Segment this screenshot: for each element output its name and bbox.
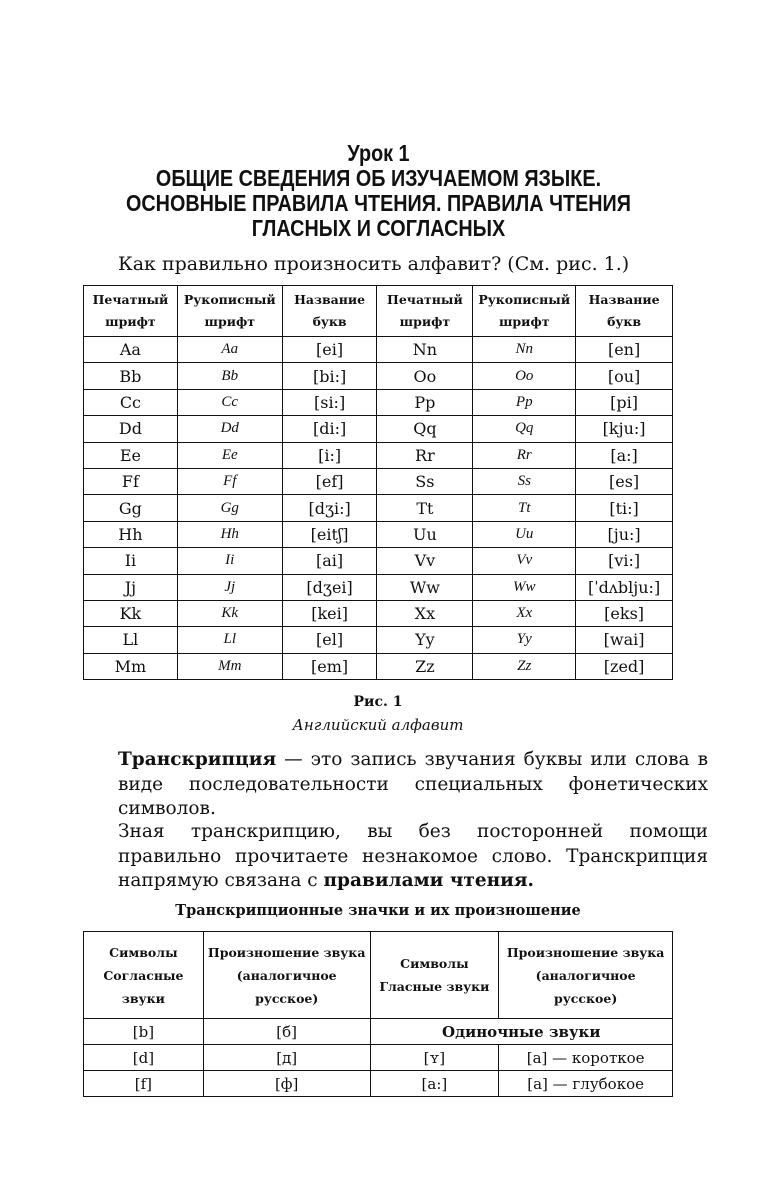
- letter-name: [eks]: [576, 600, 673, 626]
- printed-letter: Jj: [84, 574, 178, 600]
- table-row: [84, 574, 673, 600]
- printed-letter: Qq: [377, 416, 473, 442]
- paragraph-text: Зная транскрипцию, вы без посторонней помощи правильно прочитаете незнакомое слово. Транскрипция напрямую связана с: [118, 821, 708, 891]
- handwritten-letter: Xx: [473, 600, 576, 626]
- paragraph-text: — это запись звучания буквы или слова в виде последовательности специальных фонетических символов.: [118, 749, 708, 819]
- vowel-pronunciation: [а] — короткое: [499, 1045, 673, 1071]
- handwritten-letter: Bb: [177, 363, 282, 389]
- letter-name: [dʒei]: [282, 574, 377, 600]
- table-row: [84, 363, 673, 389]
- header-consonant-symbols: Символы Согласные звуки: [84, 932, 204, 1019]
- handwritten-letter: Dd: [177, 416, 282, 442]
- printed-letter: Ww: [377, 574, 473, 600]
- printed-letter: Zz: [377, 653, 473, 679]
- handwritten-letter: Mm: [177, 653, 282, 679]
- letter-name: [dʒi:]: [282, 495, 377, 521]
- table-row: [84, 389, 673, 415]
- letter-name: [em]: [282, 653, 377, 679]
- table-row: [84, 600, 673, 626]
- letter-name: [en]: [576, 337, 673, 363]
- handwritten-letter: Oo: [473, 363, 576, 389]
- printed-letter: Ss: [377, 468, 473, 494]
- printed-letter: Dd: [84, 416, 178, 442]
- header-letter-name: Название букв: [282, 286, 377, 337]
- letter-name: [di:]: [282, 416, 377, 442]
- lesson-title-line-1: ОБЩИЕ СВЕДЕНИЯ ОБ ИЗУЧАЕМОМ ЯЗЫКЕ.: [155, 165, 602, 191]
- vowel-pronunciation: [а] — глубокое: [499, 1071, 673, 1097]
- handwritten-letter: Pp: [473, 389, 576, 415]
- letter-name: [eitʃ]: [282, 521, 377, 547]
- handwritten-letter: Ll: [177, 627, 282, 653]
- handwritten-letter: Ss: [473, 468, 576, 494]
- handwritten-letter: Rr: [473, 442, 576, 468]
- paragraph-reading-rules: [83, 820, 708, 894]
- handwritten-letter: Cc: [177, 389, 282, 415]
- table-row: [84, 1045, 673, 1071]
- handwritten-letter: Zz: [473, 653, 576, 679]
- printed-letter: Mm: [84, 653, 178, 679]
- vowel-group-label: Одиночные звуки: [370, 1019, 672, 1045]
- consonant-pronunciation: [б]: [203, 1019, 370, 1045]
- handwritten-letter: Nn: [473, 337, 576, 363]
- consonant-symbol: [d]: [84, 1045, 204, 1071]
- letter-name: [pi]: [576, 389, 673, 415]
- printed-letter: Kk: [84, 600, 178, 626]
- handwritten-letter: Qq: [473, 416, 576, 442]
- handwritten-letter: Kk: [177, 600, 282, 626]
- header-letter-name: Название букв: [576, 286, 673, 337]
- table-row: [84, 442, 673, 468]
- alphabet-header-row: [84, 286, 673, 337]
- consonant-symbol: [b]: [84, 1019, 204, 1045]
- table-row: [84, 1019, 673, 1045]
- printed-letter: Ll: [84, 627, 178, 653]
- handwritten-letter: Hh: [177, 521, 282, 547]
- printed-letter: Bb: [84, 363, 178, 389]
- term-reading-rules: правилами чтения.: [323, 870, 534, 891]
- handwritten-letter: Jj: [177, 574, 282, 600]
- letter-name: [ju:]: [576, 521, 673, 547]
- paragraph-transcription-definition: [83, 748, 708, 822]
- letter-name: [kei]: [282, 600, 377, 626]
- handwritten-letter: Vv: [473, 548, 576, 574]
- printed-letter: Rr: [377, 442, 473, 468]
- alphabet-table: [83, 285, 673, 680]
- table-row: [84, 337, 673, 363]
- letter-name: [ti:]: [576, 495, 673, 521]
- printed-letter: Gg: [84, 495, 178, 521]
- term-transcription: Транскрипция: [118, 749, 277, 770]
- letter-name: [ˈdʌblju:]: [576, 574, 673, 600]
- header-printed: Печатный шрифт: [377, 286, 473, 337]
- letter-name: [ef]: [282, 468, 377, 494]
- handwritten-letter: Uu: [473, 521, 576, 547]
- letter-name: [ai]: [282, 548, 377, 574]
- consonant-pronunciation: [д]: [203, 1045, 370, 1071]
- letter-name: [zed]: [576, 653, 673, 679]
- letter-name: [el]: [282, 627, 377, 653]
- letter-name: [ei]: [282, 337, 377, 363]
- handwritten-letter: Yy: [473, 627, 576, 653]
- printed-letter: Aa: [84, 337, 178, 363]
- table-row: [84, 495, 673, 521]
- vowel-symbol: [a:]: [370, 1071, 499, 1097]
- printed-letter: Cc: [84, 389, 178, 415]
- lesson-number: Урок 1: [347, 140, 410, 166]
- transcription-table-title: Транскрипционные значки и их произношение: [175, 902, 581, 919]
- letter-name: [si:]: [282, 389, 377, 415]
- handwritten-letter: Ii: [177, 548, 282, 574]
- consonant-symbol: [f]: [84, 1071, 204, 1097]
- header-consonant-pronunciation: Произношение звука (аналогичное русское): [203, 932, 370, 1019]
- table-row: [84, 468, 673, 494]
- letter-name: [kju:]: [576, 416, 673, 442]
- transcription-header-row: [84, 932, 673, 1019]
- handwritten-letter: Gg: [177, 495, 282, 521]
- consonant-pronunciation: [ф]: [203, 1071, 370, 1097]
- handwritten-letter: Tt: [473, 495, 576, 521]
- lesson-title-block: [60, 140, 697, 241]
- handwritten-letter: Ff: [177, 468, 282, 494]
- printed-letter: Uu: [377, 521, 473, 547]
- lesson-title-line-3: ГЛАСНЫХ И СОГЛАСНЫХ: [251, 215, 506, 241]
- handwritten-letter: Ww: [473, 574, 576, 600]
- letter-name: [i:]: [282, 442, 377, 468]
- letter-name: [vi:]: [576, 548, 673, 574]
- handwritten-letter: Ee: [177, 442, 282, 468]
- table-row: [84, 653, 673, 679]
- printed-letter: Pp: [377, 389, 473, 415]
- table-row: [84, 416, 673, 442]
- letter-name: [es]: [576, 468, 673, 494]
- lesson-title-line-2: ОСНОВНЫЕ ПРАВИЛА ЧТЕНИЯ. ПРАВИЛА ЧТЕНИЯ: [126, 190, 631, 216]
- handwritten-letter: Aa: [177, 337, 282, 363]
- figure-label: Рис. 1: [353, 694, 403, 710]
- table-row: [84, 521, 673, 547]
- table-row: [84, 1071, 673, 1097]
- vowel-symbol: [ʏ]: [370, 1045, 499, 1071]
- alphabet-question: Как правильно произносить алфавит? (См. рис. 1.): [118, 253, 630, 275]
- printed-letter: Hh: [84, 521, 178, 547]
- printed-letter: Yy: [377, 627, 473, 653]
- printed-letter: Ii: [84, 548, 178, 574]
- header-printed: Печатный шрифт: [84, 286, 178, 337]
- printed-letter: Xx: [377, 600, 473, 626]
- figure-caption: Английский алфавит: [292, 716, 464, 734]
- header-handwritten: Рукописный шрифт: [177, 286, 282, 337]
- letter-name: [ou]: [576, 363, 673, 389]
- header-vowel-pronunciation: Произношение звука (аналогичное русское): [499, 932, 673, 1019]
- printed-letter: Nn: [377, 337, 473, 363]
- printed-letter: Ff: [84, 468, 178, 494]
- letter-name: [bi:]: [282, 363, 377, 389]
- printed-letter: Ee: [84, 442, 178, 468]
- printed-letter: Tt: [377, 495, 473, 521]
- header-vowel-symbols: Символы Гласные звуки: [370, 932, 499, 1019]
- printed-letter: Oo: [377, 363, 473, 389]
- table-row: [84, 627, 673, 653]
- letter-name: [a:]: [576, 442, 673, 468]
- transcription-table: [83, 931, 673, 1097]
- letter-name: [wai]: [576, 627, 673, 653]
- printed-letter: Vv: [377, 548, 473, 574]
- header-handwritten: Рукописный шрифт: [473, 286, 576, 337]
- table-row: [84, 548, 673, 574]
